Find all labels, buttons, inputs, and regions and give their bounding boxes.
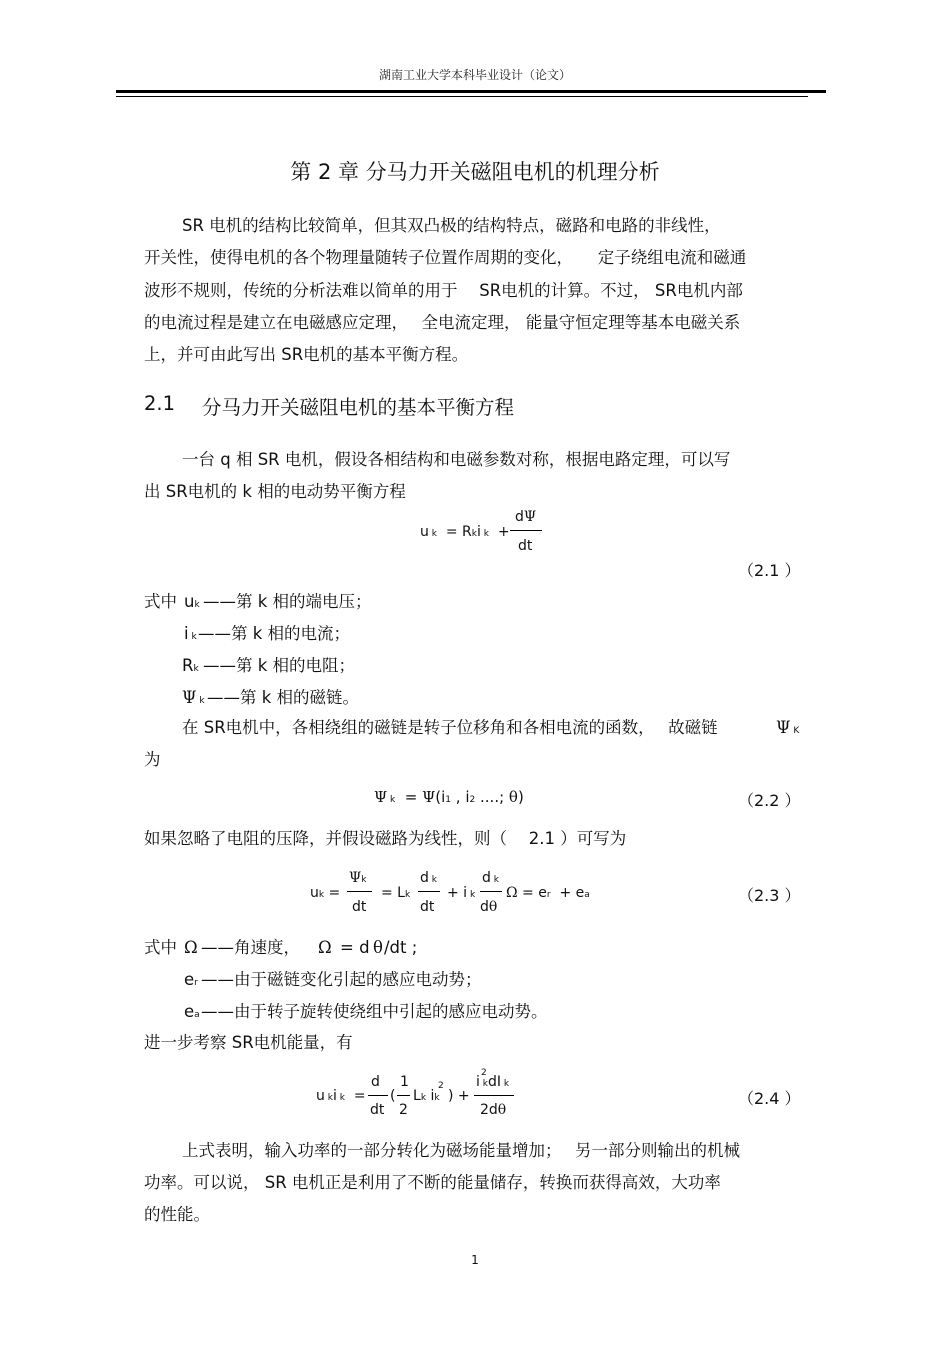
text-line: 如果忽略了电阻的压降，并假设磁路为线性，则（ 2.1 ）可写为 [144, 829, 627, 848]
def-omega: ——角速度， [201, 938, 300, 957]
text-line: SR 电机的结构比较简单，但其双凸极的结构特点，磁路和电路的非线性， [182, 216, 721, 235]
equation-number: （2.3 ） [738, 886, 801, 905]
page-number: 1 [471, 1253, 479, 1267]
def-ea: ——由于转子旋转使绕组中引起的感应电动势。 [201, 1002, 548, 1021]
text-line: 功率。可以说， SR 电机正是利用了不断的能量储存，转换而获得高效，大功率 [144, 1173, 721, 1192]
equation-number: （2.4 ） [738, 1089, 801, 1108]
equation-number: （2.2 ） [738, 791, 801, 810]
def-u: ——第 k 相的端电压； [203, 592, 372, 611]
text-line: 的性能。 [144, 1205, 210, 1224]
running-header: 湖南工业大学本科毕业设计（论文） [378, 68, 571, 82]
text-line: 的电流过程是建立在电磁感应定理， 全电流定理， 能量守恒定理等基本电磁关系 [144, 313, 741, 332]
text-line: 出 SR电机的 k 相的电动势平衡方程 [144, 482, 406, 501]
def-omega-eq: = d [340, 938, 370, 957]
definitions-lead: 式中 [144, 938, 177, 957]
chapter-title: 第 2 章 分马力开关磁阻电机的机理分析 [290, 160, 660, 184]
def-psi: ——第 k 相的磁链。 [207, 688, 360, 707]
equation-number: （2.1 ） [738, 561, 801, 580]
section-title: 分马力开关磁阻电机的基本平衡方程 [202, 396, 515, 419]
text-line: 波形不规则，传统的分析法难以简单的用于 SR电机的计算。不过， SR电机内部 [144, 281, 743, 300]
text-line: 在 SR电机中，各相绕组的磁链是转子位移角和各相电流的函数， 故磁链 [182, 718, 718, 737]
def-i: ——第 k 相的电流； [198, 624, 351, 643]
section-number: 2.1 [144, 392, 176, 415]
text-line: 开关性，使得电机的各个物理量随转子位置作周期的变化， 定子绕组电流和磁通 [144, 248, 747, 267]
text-line: 一台 q 相 SR 电机，假设各相结构和电磁参数对称，根据电路定理，可以写 [182, 450, 731, 469]
def-omega-eq2: /dt ; [384, 938, 418, 957]
header-rule-thin [116, 96, 808, 97]
definitions-lead: 式中 [144, 592, 177, 611]
def-er: ——由于磁链变化引起的感应电动势； [201, 970, 482, 989]
text-line: 上式表明，输入功率的一部分转化为磁场能量增加； 另一部分则输出的机械 [182, 1141, 740, 1160]
text-line: 为 [144, 750, 161, 769]
text-line: 上，并可由此写出 SR电机的基本平衡方程。 [144, 345, 469, 364]
def-r: ——第 k 相的电阻； [203, 656, 356, 675]
header-rule-thick [116, 90, 826, 93]
text-line: 进一步考察 SR电机能量，有 [144, 1033, 353, 1052]
